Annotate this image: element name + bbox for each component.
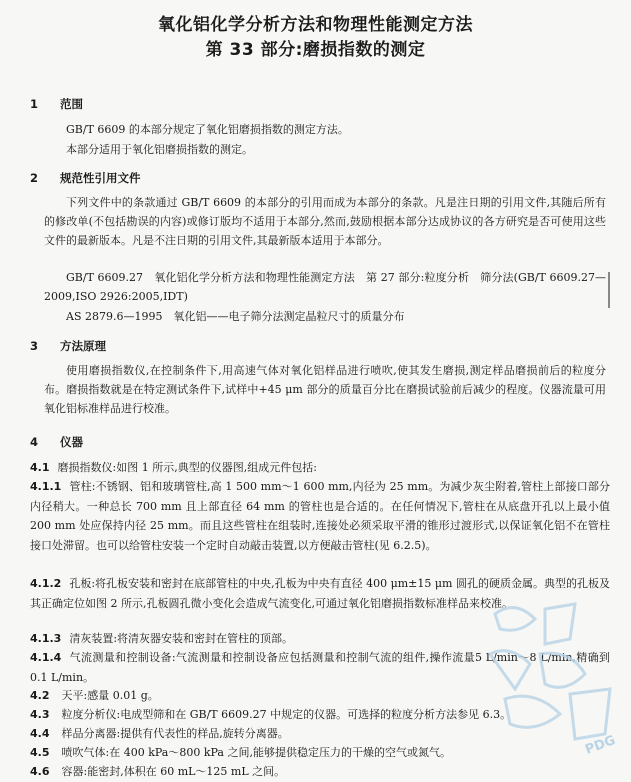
clause-4-1-2 bbox=[30, 574, 610, 613]
section-number: 3 bbox=[30, 339, 39, 353]
clause-number: 4.1.4 bbox=[30, 651, 62, 664]
section-title: 仪器 bbox=[60, 435, 83, 449]
clause-text: 清灰装置:将清灰器安装和密封在管柱的顶部。 bbox=[69, 632, 294, 645]
clause-text: 磨损指数仪:如图 1 所示,典型的仪器图,组成元件包括: bbox=[57, 461, 317, 474]
clause-number: 4.4 bbox=[30, 727, 50, 740]
clause-4-5 bbox=[30, 743, 610, 763]
clause-text: 天平:感量 0.01 g。 bbox=[61, 689, 159, 702]
reference-item-as2879-6: AS 2879.6—1995 氧化铝——电子筛分法测定晶粒尺寸的质量分布 bbox=[66, 310, 405, 323]
clause-text: 粒度分析仪:电成型筛和在 GB/T 6609.27 中规定的仪器。可选择的粒度分析方法参见 6.3。 bbox=[61, 708, 512, 721]
section-heading-scope bbox=[30, 96, 83, 112]
section-number: 2 bbox=[30, 171, 39, 185]
section-title: 规范性引用文件 bbox=[60, 171, 141, 185]
references-paragraph: 下列文件中的条款通过 GB/T 6609 的本部分的引用而成为本部分的条款。凡是注日期的引用文件,其随后所有的修改单(不包括勘误的内容)或修订版均不适用于本部分,然而,鼓励根据本部分达成协议的各方研究是否可使用这些文件的最新版本。凡是不注日期的引用文件,其最新版本适用于本部分。 bbox=[44, 196, 606, 247]
document-title: 氧化铝化学分析方法和物理性能测定方法 bbox=[158, 15, 473, 35]
reference-item-gbt6609-27: GB/T 6609.27 氧化铝化学分析方法和物理性能测定方法 第 27 部分:粒度分析 筛分法(GB/T 6609.27—2009,ISO 2926:2005,IDT) bbox=[44, 271, 606, 303]
clause-number: 4.1.3 bbox=[30, 632, 62, 645]
clause-text: 管柱:不锈钢、铝和玻璃管柱,高 1 500 mm～1 600 mm,内径为 25 mm。为减少灰尘附着,管柱上部接口部分内径稍大。一种总长 700 mm 且上部直径 64 mm 的管柱也是合适的。在任何情况下,管柱在从底盘开孔以上最小值 200 mm 处应保持内径 25 mm。而且这些管柱在组装时,连接处必须采取平滑的锥形过渡形式,以保证氧化铝不在管柱接口处滞留。也可以给管柱安装一个定时自动敲击装置,以方便敲击管柱(见 6.2.5)。 bbox=[30, 480, 610, 552]
section-title: 方法原理 bbox=[60, 339, 106, 353]
section-heading-apparatus bbox=[30, 434, 83, 450]
clause-number: 4.3 bbox=[30, 708, 50, 721]
section-number: 1 bbox=[30, 97, 39, 111]
section-number: 4 bbox=[30, 435, 39, 449]
clause-text: 样品分离器:提供有代表性的样品,旋转分离器。 bbox=[61, 727, 289, 740]
clause-4-1 bbox=[30, 458, 610, 478]
principle-paragraph: 使用磨损指数仪,在控制条件下,用高速气体对氧化铝样品进行喷吹,使其发生磨损,测定样品磨损前后的粒度分布。磨损指数就是在特定测试条件下,试样中+45 μm 部分的质量百分比在磨损试验前后减少的程度。仪器流量可用氧化铝标准样品进行校准。 bbox=[44, 364, 606, 415]
clause-text: 容器:能密封,体积在 60 mL～125 mL 之间。 bbox=[61, 765, 286, 778]
clause-4-1-1 bbox=[30, 477, 610, 555]
clause-number: 4.6 bbox=[30, 765, 50, 778]
clause-number: 4.1.2 bbox=[30, 577, 62, 590]
section-heading-principle bbox=[30, 338, 106, 354]
clause-number: 4.2 bbox=[30, 689, 50, 702]
clause-4-6 bbox=[30, 762, 610, 782]
clause-number: 4.5 bbox=[30, 746, 50, 759]
svg-text:PDG: PDG bbox=[583, 733, 618, 758]
clause-4-3 bbox=[30, 705, 610, 725]
clause-number: 4.1 bbox=[30, 461, 50, 474]
clause-4-2 bbox=[30, 686, 610, 706]
document-subtitle: 第 33 部分:磨损指数的测定 bbox=[205, 40, 426, 60]
clause-text: 孔板:将孔板安装和密封在底部管柱的中央,孔板为中央有直径 400 μm±15 μm 圆孔的硬质金属。典型的孔板及其正确定位如图 2 所示,孔板圆孔微小变化会造成气流变化,可通过氧化铝磨损指数标准样品来校准。 bbox=[30, 577, 610, 610]
clause-text: 喷吹气体:在 400 kPa～800 kPa 之间,能够提供稳定压力的干燥的空气或氮气。 bbox=[61, 746, 451, 759]
clause-4-1-3 bbox=[30, 629, 610, 649]
margin-bar bbox=[608, 272, 610, 308]
clause-number: 4.1.1 bbox=[30, 480, 62, 493]
section-heading-references bbox=[30, 170, 141, 186]
scope-paragraph-1: GB/T 6609 的本部分规定了氧化铝磨损指数的测定方法。 bbox=[66, 123, 349, 136]
clause-4-4 bbox=[30, 724, 610, 744]
clause-text: 气流测量和控制设备:气流测量和控制设备应包括测量和控制气流的组件,操作流量5 L/min～8 L/min,精确到 0.1 L/min。 bbox=[30, 651, 610, 684]
clause-4-1-4 bbox=[30, 648, 610, 687]
section-title: 范围 bbox=[60, 97, 83, 111]
scope-paragraph-2: 本部分适用于氧化铝磨损指数的测定。 bbox=[66, 143, 253, 156]
